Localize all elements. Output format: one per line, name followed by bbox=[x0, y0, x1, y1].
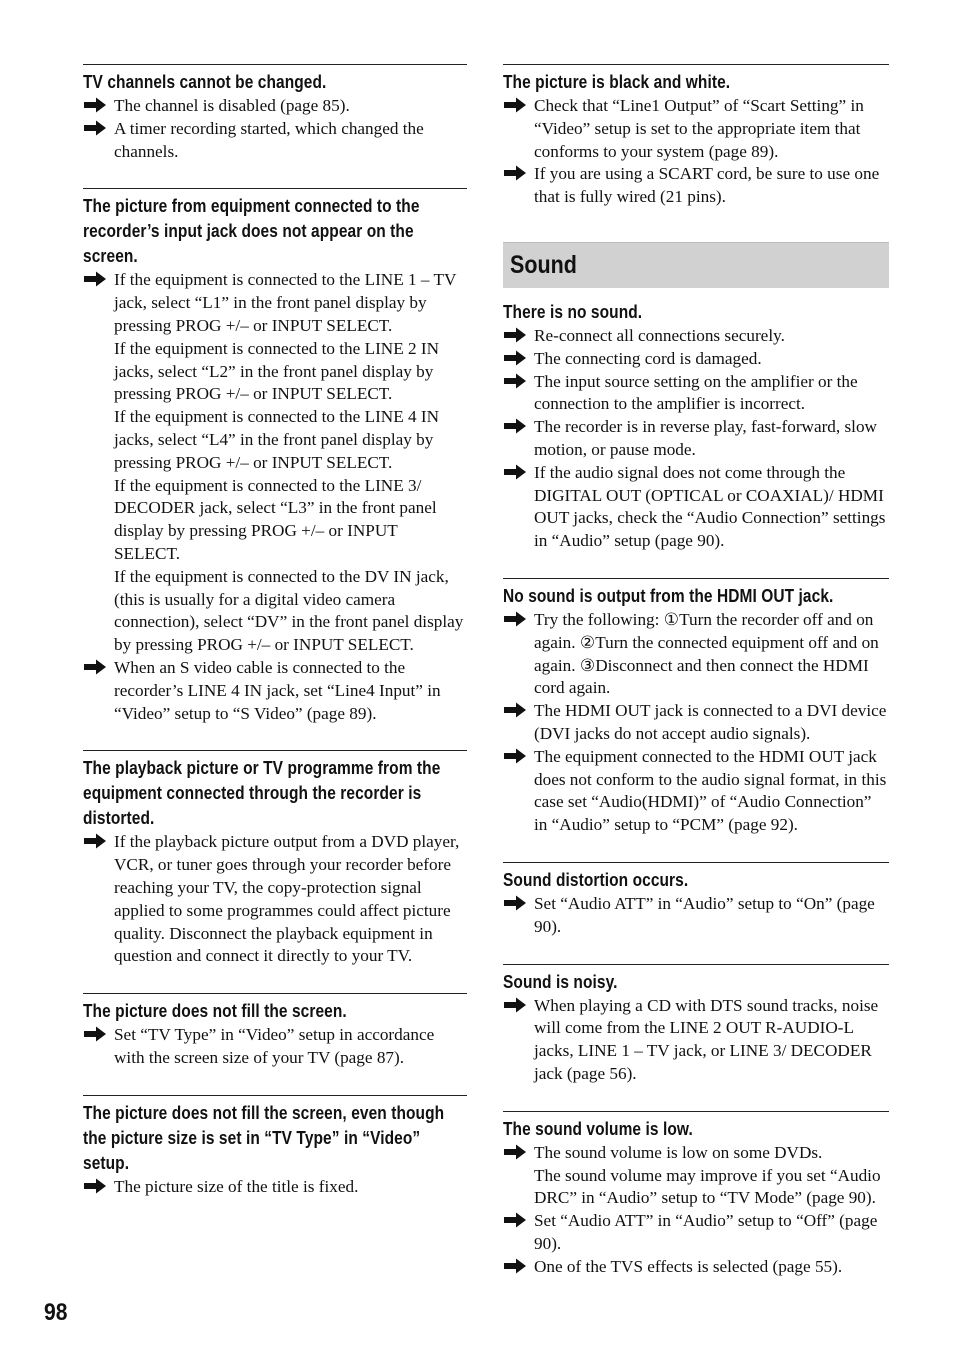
solution-text: If you are using a SCART cord, be sure to use one that is fully wired (21 pins). bbox=[534, 164, 880, 207]
solution-text: The input source setting on the amplifier or the connection to the amplifier is incorrect. bbox=[534, 371, 858, 414]
troubleshooting-section bbox=[83, 993, 467, 1070]
arrow-icon bbox=[503, 417, 527, 435]
arrow-icon bbox=[83, 1025, 107, 1043]
section-heading: The picture does not fill the screen, even though the picture size is set in “TV Type” in “Video” setup. bbox=[83, 1102, 445, 1173]
section-heading: TV channels cannot be changed. bbox=[83, 72, 327, 92]
arrow-icon bbox=[503, 349, 527, 367]
solution-text: If the equipment is connected to the DV IN jack, (this is usually for a digital video camera connection), select “DV” in the front panel display by pressing PROG +/– or INPUT SELECT. bbox=[114, 566, 464, 655]
section-heading: The picture does not fill the screen. bbox=[83, 1001, 347, 1022]
solution-item bbox=[83, 831, 467, 968]
solution-text: The sound volume may improve if you set “Audio DRC” in “Audio” setup to “TV Mode” (page 90). bbox=[534, 1165, 881, 1208]
arrow-icon bbox=[503, 1211, 527, 1229]
solution-text: Try the following: ①Turn the recorder off and on again. ②Turn the connected equipment off and on again. ③Disconnect and then connect the HDMI cord again. bbox=[534, 609, 879, 698]
troubleshooting-section bbox=[83, 64, 467, 163]
solution-text: One of the TVS effects is selected (page 55). bbox=[534, 1256, 843, 1276]
solution-item bbox=[503, 1256, 889, 1279]
solution-text: Set “Audio ATT” in “Audio” setup to “On” (page 90). bbox=[534, 893, 875, 936]
section-heading: The sound volume is low. bbox=[503, 1118, 693, 1139]
solution-item bbox=[503, 609, 889, 700]
solution-item bbox=[83, 657, 467, 725]
solution-item bbox=[503, 416, 889, 462]
arrow-icon bbox=[503, 894, 527, 912]
solution-text: If the equipment is connected to the LINE 3/ DECODER jack, select “L3” in the front panel display by pressing PROG +/– or INPUT SELECT. bbox=[114, 475, 437, 563]
troubleshooting-section bbox=[503, 1111, 889, 1279]
left-column bbox=[83, 64, 467, 1199]
arrow-icon bbox=[83, 832, 107, 850]
sound-section-band bbox=[503, 242, 889, 288]
solution-item bbox=[503, 163, 889, 209]
arrow-icon bbox=[503, 701, 527, 719]
troubleshooting-section bbox=[503, 862, 889, 939]
arrow-icon bbox=[503, 463, 527, 481]
sound-section-title: Sound bbox=[510, 250, 577, 279]
solution-text: The sound volume is low on some DVDs. bbox=[534, 1142, 823, 1162]
troubleshooting-section bbox=[503, 300, 889, 553]
arrow-icon bbox=[503, 96, 527, 114]
solution-text: Check that “Line1 Output” of “Scart Setting” in “Video” setup is set to the appropriate item that conforms to your system (page 89). bbox=[534, 96, 864, 161]
arrow-icon bbox=[503, 372, 527, 390]
solution-text: When playing a CD with DTS sound tracks, noise will come from the LINE 2 OUT R-AUDIO-L jacks, LINE 1 – TV jack, or LINE 3/ DECODER jack (page 56). bbox=[534, 995, 879, 1083]
troubleshooting-section bbox=[83, 1095, 467, 1199]
section-heading: Sound is noisy. bbox=[503, 971, 618, 992]
solution-text: The equipment connected to the HDMI OUT jack does not conform to the audio signal format, in this case set “Audio(HDMI)” of “Audio Connection” in “Audio” setup to “PCM” (page 92). bbox=[534, 746, 887, 835]
section-heading: There is no sound. bbox=[503, 301, 643, 322]
section-heading: The picture is black and white. bbox=[503, 72, 731, 92]
section-heading: No sound is output from the HDMI OUT jack. bbox=[503, 585, 834, 606]
solution-item bbox=[503, 348, 889, 371]
solution-item bbox=[503, 995, 889, 1086]
solution-item bbox=[503, 700, 889, 746]
solution-item bbox=[83, 269, 467, 657]
solution-item bbox=[503, 462, 889, 553]
arrow-icon bbox=[83, 658, 107, 676]
arrow-icon bbox=[503, 996, 527, 1014]
right-bottom-sections bbox=[503, 300, 889, 1279]
solution-item bbox=[83, 1176, 467, 1199]
solution-text: The recorder is in reverse play, fast-forward, slow motion, or pause mode. bbox=[534, 417, 877, 459]
arrow-icon bbox=[83, 119, 107, 137]
solution-text: The picture size of the title is fixed. bbox=[114, 1176, 359, 1196]
arrow-icon bbox=[83, 270, 107, 288]
solution-text: Re-connect all connections securely. bbox=[534, 325, 785, 345]
troubleshooting-section bbox=[83, 188, 467, 725]
solution-item bbox=[503, 371, 889, 417]
arrow-icon bbox=[503, 747, 527, 765]
solution-item bbox=[83, 118, 467, 164]
solution-text: The connecting cord is damaged. bbox=[534, 348, 762, 368]
solution-text: If the equipment is connected to the LINE 1 – TV jack, select “L1” in the front panel display by pressing PROG +/– or INPUT SELECT. bbox=[114, 270, 457, 335]
solution-text: When an S video cable is connected to the recorder’s LINE 4 IN jack, set “Line4 Input” in “Video” setup to “S Video” (page 89). bbox=[114, 657, 441, 723]
page-number: 98 bbox=[44, 1299, 68, 1326]
solution-text: If the audio signal does not come through the DIGITAL OUT (OPTICAL or COAXIAL)/ HDMI OUT jacks, check the “Audio Connection” settings in “Audio” setup (page 90). bbox=[534, 462, 886, 551]
section-heading: The picture from equipment connected to the recorder’s input jack does not appear on the screen. bbox=[83, 196, 420, 267]
solution-item bbox=[503, 893, 889, 939]
arrow-icon bbox=[503, 610, 527, 628]
solution-text: The HDMI OUT jack is connected to a DVI device (DVI jacks do not accept audio signals). bbox=[534, 701, 887, 743]
section-heading: Sound distortion occurs. bbox=[503, 869, 689, 890]
arrow-icon bbox=[503, 326, 527, 344]
troubleshooting-section bbox=[83, 750, 467, 968]
troubleshooting-section bbox=[503, 964, 889, 1086]
arrow-icon bbox=[503, 1143, 527, 1161]
solution-text: Set “Audio ATT” in “Audio” setup to “Off” (page 90). bbox=[534, 1211, 878, 1253]
arrow-icon bbox=[503, 1257, 527, 1275]
right-top-sections bbox=[503, 64, 889, 209]
right-column bbox=[503, 64, 889, 1278]
solution-item bbox=[503, 95, 889, 163]
solution-item bbox=[503, 325, 889, 348]
solution-item bbox=[503, 1142, 889, 1210]
solution-text: If the equipment is connected to the LINE 4 IN jacks, select “L4” in the front panel display by pressing PROG +/– or INPUT SELECT. bbox=[114, 407, 440, 472]
arrow-icon bbox=[83, 1177, 107, 1195]
troubleshooting-section bbox=[503, 64, 889, 209]
solution-text: If the playback picture output from a DVD player, VCR, or tuner goes through your recorder before reaching your TV, the copy-protection signal applied to some programmes could affect picture quality. Disconnect the playback equipment in question and connect it directly to your TV. bbox=[114, 832, 460, 966]
solution-item bbox=[83, 95, 467, 118]
solution-item bbox=[83, 1024, 467, 1070]
solution-text: If the equipment is connected to the LINE 2 IN jacks, select “L2” in the front panel display by pressing PROG +/– or INPUT SELECT. bbox=[114, 338, 440, 404]
solution-text: Set “TV Type” in “Video” setup in accordance with the screen size of your TV (page 87). bbox=[114, 1025, 435, 1067]
arrow-icon bbox=[83, 96, 107, 114]
solution-text: A timer recording started, which changed the channels. bbox=[114, 118, 424, 161]
solution-item bbox=[503, 746, 889, 837]
solution-text: The channel is disabled (page 85). bbox=[114, 96, 350, 115]
arrow-icon bbox=[503, 164, 527, 182]
solution-item bbox=[503, 1210, 889, 1256]
section-heading: The playback picture or TV programme from the equipment connected through the recorder is distorted. bbox=[83, 758, 441, 829]
troubleshooting-section bbox=[503, 578, 889, 837]
